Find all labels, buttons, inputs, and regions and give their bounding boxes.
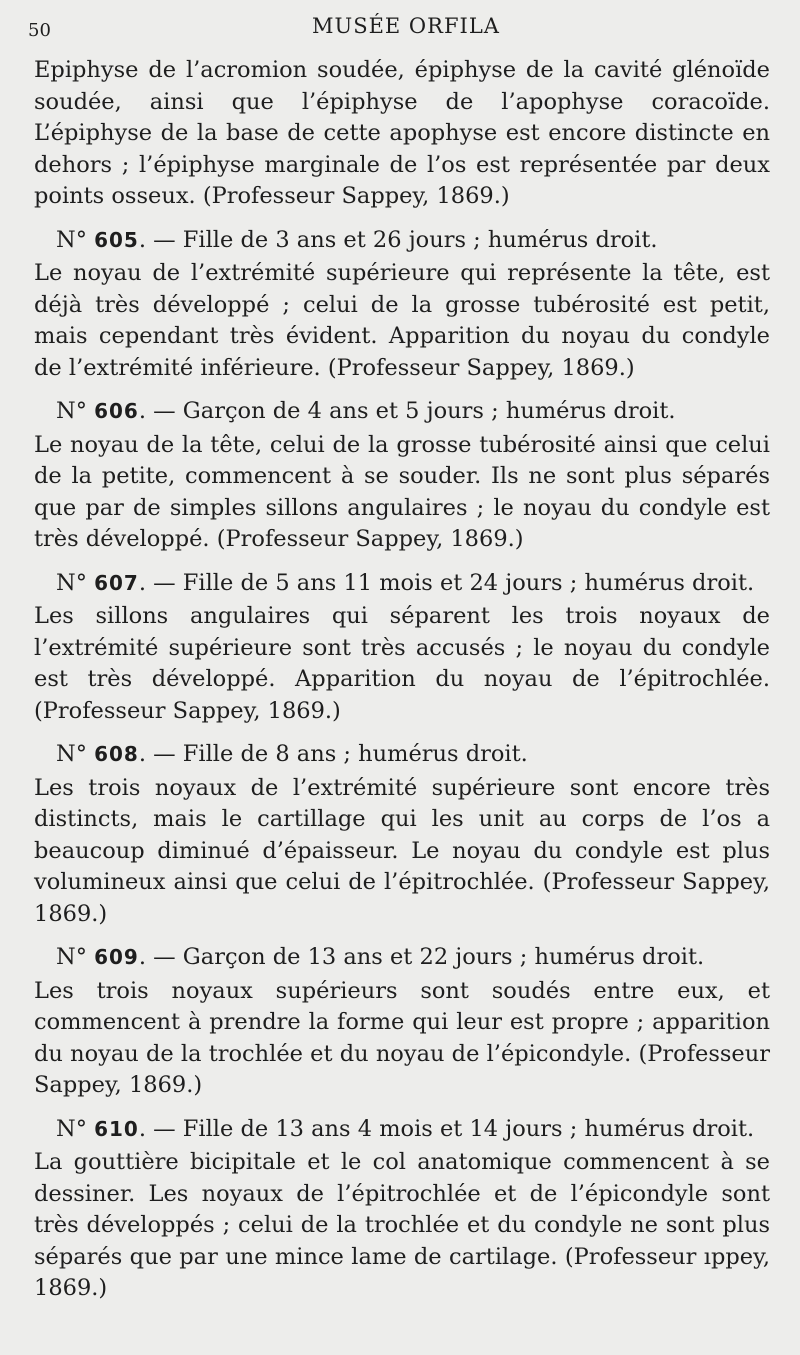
entry-heading-text: . — Garçon de 4 ans et 5 jours ; humérus droit. [138, 398, 676, 424]
entry-number: 610 [94, 1116, 139, 1141]
entry-heading [34, 396, 770, 428]
entry-heading [34, 225, 770, 257]
entry-prefix: N° [56, 944, 87, 970]
entry-number: 609 [94, 945, 139, 969]
entry-number: 607 [94, 570, 139, 595]
entry-description: La gouttière bicipitale et le col anatomique commencent à se dessiner. Les noyaux de l’épitrochlée et de l’épicondyle sont très développés ; celui de la trochlée et du condyle ne sont plus séparés que par une mince lame de cartilage. (Professeur ıppey, 1869.) [34, 1149, 770, 1301]
entry-number: 606 [94, 399, 139, 423]
catalog-entry-610 [34, 1114, 770, 1305]
entry-heading-text: . — Fille de 3 ans et 26 jours ; humérus droit. [138, 226, 658, 253]
catalog-entry-606 [34, 396, 770, 556]
entry-heading [34, 1114, 770, 1146]
entry-description: Les trois noyaux de l’extrémité supérieure sont encore très distincts, mais le cartillage qui les unit au corps de l’os a beaucoup diminué d’épaisseur. Le noyau du condyle est plus volumineux ainsi que celui de l’épitrochlée. (Professeur Sappey, 1869.) [34, 774, 770, 927]
entry-heading-text: . — Fille de 5 ans 11 mois et 24 jours ; humérus droit. [138, 569, 755, 596]
catalog-entry-607 [34, 568, 770, 728]
entry-heading [34, 568, 770, 600]
intro-paragraph: Epiphyse de l’acromion soudée, épiphyse de la cavité glénoïde soudée, ainsi que l’épiphyse de l’apophyse coracoïde. L’épiphyse de la base de cette apophyse est encore distincte en dehors ; l’épiphyse marginale de l’os est représentée par deux points osseux. (Professeur Sappey, 1869.) [34, 57, 770, 209]
entry-heading [34, 942, 770, 974]
entry-prefix: N° [56, 1115, 87, 1142]
running-head [0, 10, 800, 46]
entry-heading [34, 739, 770, 771]
catalog-entry-605 [34, 225, 770, 385]
page-number: 50 [28, 20, 51, 41]
entry-heading-text: . — Fille de 8 ans ; humérus droit. [138, 741, 528, 767]
entry-number: 608 [94, 742, 139, 766]
entry-number: 605 [94, 227, 139, 252]
entry-description: Le noyau de l’extrémité supérieure qui représente la tête, est déjà très développé ; celui de la grosse tubérosité est petit, mais cependant très évident. Apparition du noyau du condyle de l’extrémité inférieure. (Professeur Sappey, 1869.) [34, 260, 770, 381]
entry-prefix: N° [56, 398, 87, 424]
entry-description: Les sillons angulaires qui séparent les trois noyaux de l’extrémité supérieure sont très accusés ; le noyau du condyle est très développé. Apparition du noyau de l’épitrochlée. (Professeur Sappey, 1869.) [34, 603, 770, 724]
entry-heading-text: . — Garçon de 13 ans et 22 jours ; humérus droit. [138, 944, 705, 970]
body-text [34, 55, 770, 1305]
entry-description: Les trois noyaux supérieurs sont soudés entre eux, et commencent à prendre la forme qui leur est propre ; apparition du noyau de la trochlée et du noyau de l’épicondyle. (Professeur Sappey, 1869.) [34, 977, 770, 1098]
catalog-entry-608 [34, 739, 770, 930]
entry-description: Le noyau de la tête, celui de la grosse tubérosité ainsi que celui de la petite, commencent à se souder. Ils ne sont plus séparés que par de simples sillons angulaires ; le noyau du condyle est très développé. (Professeur Sappey, 1869.) [34, 431, 770, 552]
entry-prefix: N° [56, 226, 87, 253]
catalog-entry-609 [34, 942, 770, 1102]
entry-prefix: N° [56, 569, 87, 596]
running-title: MUSÉE ORFILA [312, 14, 500, 38]
entry-prefix: N° [56, 741, 87, 767]
entry-heading-text: . — Fille de 13 ans 4 mois et 14 jours ; humérus droit. [138, 1115, 755, 1142]
